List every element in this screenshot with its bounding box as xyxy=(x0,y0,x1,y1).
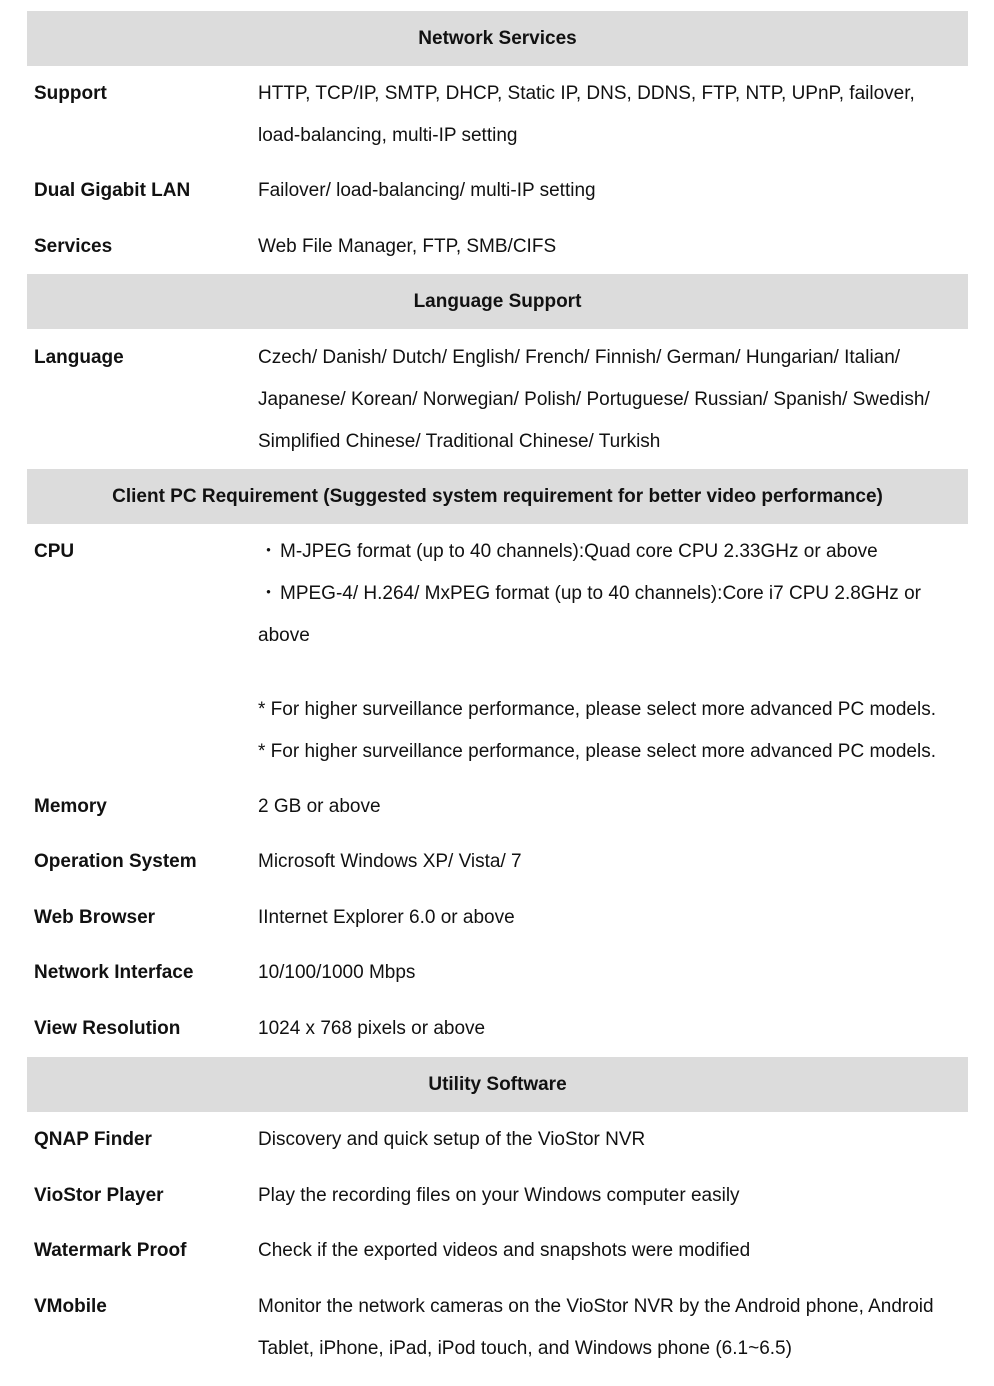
spec-value-line: HTTP, TCP/IP, SMTP, DHCP, Static IP, DNS, DDNS, FTP, NTP, UPnP, failover, xyxy=(258,83,915,104)
spec-value-line: Monitor the network cameras on the VioStor NVR by the Android phone, Android xyxy=(258,1296,934,1317)
section-header-network-services: Network Services xyxy=(27,11,968,66)
spec-label: Services xyxy=(34,236,113,257)
spec-value: Microsoft Windows XP/ Vista/ 7 xyxy=(258,851,522,872)
section-header-utility-software: Utility Software xyxy=(27,1057,968,1112)
cpu-note: * For higher surveillance performance, please select more advanced PC models. xyxy=(258,741,936,762)
spec-value: Web File Manager, FTP, SMB/CIFS xyxy=(258,236,557,257)
spec-value: 2 GB or above xyxy=(258,796,381,817)
spec-value: Discovery and quick setup of the VioStor NVR xyxy=(258,1129,646,1150)
spec-value xyxy=(258,1286,968,1370)
section-header-client-pc-requirement: Client PC Requirement (Suggested system requirement for better video performance) xyxy=(27,469,968,524)
cpu-bullet-item xyxy=(258,531,968,573)
spacer xyxy=(258,657,968,689)
spec-label: QNAP Finder xyxy=(34,1129,152,1150)
spec-value: Play the recording files on your Windows computer easily xyxy=(258,1185,740,1206)
spec-value xyxy=(258,337,968,463)
bullet-icon: ・ xyxy=(258,541,278,562)
spec-label: CPU xyxy=(34,541,75,562)
spec-label: Memory xyxy=(34,796,107,817)
cpu-note: * For higher surveillance performance, please select more advanced PC models. xyxy=(258,699,936,720)
section-header-language-support: Language Support xyxy=(27,274,968,329)
spec-label: VioStor Player xyxy=(34,1185,164,1206)
cpu-bullet-item xyxy=(258,573,968,615)
spec-value-line: Czech/ Danish/ Dutch/ English/ French/ Finnish/ German/ Hungarian/ Italian/ xyxy=(258,347,901,368)
spec-value-line: Japanese/ Korean/ Norwegian/ Polish/ Portuguese/ Russian/ Spanish/ Swedish/ xyxy=(258,389,930,410)
spec-label: Support xyxy=(34,83,107,104)
bullet-icon: ・ xyxy=(258,583,278,604)
spec-value-line: Simplified Chinese/ Traditional Chinese/ Turkish xyxy=(258,431,661,452)
spec-value: IInternet Explorer 6.0 or above xyxy=(258,907,515,928)
spec-label: Watermark Proof xyxy=(34,1240,187,1261)
spec-label: Network Interface xyxy=(34,962,194,983)
spec-label: Web Browser xyxy=(34,907,156,928)
spec-value xyxy=(258,531,968,773)
spec-label: VMobile xyxy=(34,1296,107,1317)
spec-label: Language xyxy=(34,347,124,368)
spec-label: View Resolution xyxy=(34,1018,181,1039)
spec-label: Operation System xyxy=(34,851,197,872)
cpu-bullet-text: M-JPEG format (up to 40 channels):Quad core CPU 2.33GHz or above xyxy=(280,541,878,562)
spec-value-line: Tablet, iPhone, iPad, iPod touch, and Windows phone (6.1~6.5) xyxy=(258,1338,792,1359)
cpu-bullet-text: MPEG-4/ H.264/ MxPEG format (up to 40 channels):Core i7 CPU 2.8GHz or xyxy=(280,583,921,604)
spec-value: 1024 x 768 pixels or above xyxy=(258,1018,486,1039)
spec-value: 10/100/1000 Mbps xyxy=(258,962,416,983)
spec-value: Failover/ load-balancing/ multi-IP setting xyxy=(258,180,596,201)
spec-label: Dual Gigabit LAN xyxy=(34,180,191,201)
spec-value-line: load-balancing, multi-IP setting xyxy=(258,125,518,146)
cpu-bullet-continuation: above xyxy=(258,625,310,646)
spec-value: Check if the exported videos and snapshots were modified xyxy=(258,1240,751,1261)
spec-value xyxy=(258,73,968,157)
